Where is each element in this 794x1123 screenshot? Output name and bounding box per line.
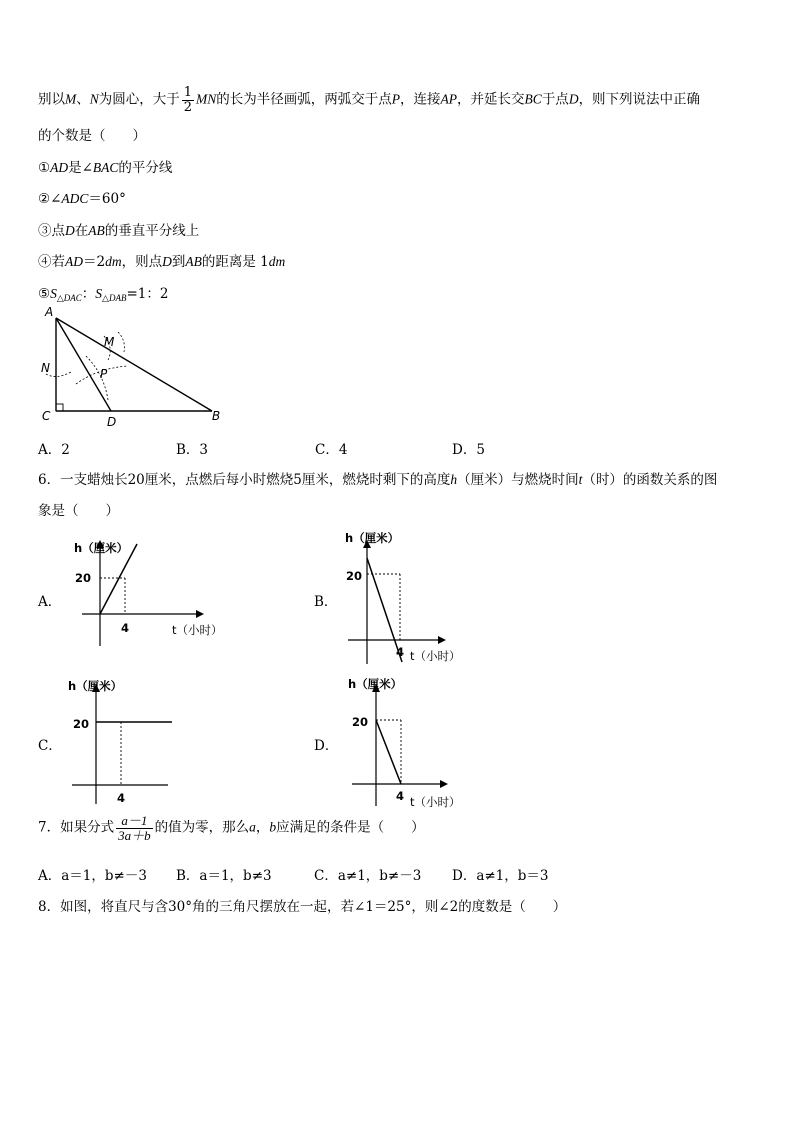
q7-choice-a[interactable]: A．a＝1，b≠－3	[38, 868, 147, 884]
q6-text: （时）的函数关系的图	[582, 472, 718, 488]
statement-number: ①	[38, 160, 51, 176]
q7-stem	[38, 814, 425, 842]
q5-intro-line	[38, 86, 700, 114]
q5-statement-4	[38, 250, 285, 270]
q7-fraction	[116, 814, 153, 842]
q6-choice-d[interactable]: D．	[314, 738, 339, 754]
q6-choice-b[interactable]: B．	[314, 594, 338, 610]
label-a: A	[45, 305, 54, 319]
statement-number: ⑤	[38, 286, 51, 302]
q6-choice-a[interactable]: A．	[38, 594, 62, 610]
fraction-denominator: 2	[183, 99, 193, 115]
statement-text: 的距离是 1	[201, 254, 269, 270]
subscript: △DAB	[102, 293, 127, 303]
q5-line2: 的个数是（ ）	[38, 128, 146, 144]
q5-choice-c[interactable]: C．4	[315, 442, 348, 458]
q5-text: ，连接	[400, 91, 441, 108]
label-c: C	[42, 409, 51, 423]
statement-text: 的平分线	[118, 160, 173, 176]
q6-text: 6．一支蜡烛长20厘米，点燃后每小时燃烧5厘米，燃烧时剩下的高度	[38, 472, 451, 488]
q5-text: 的长为半径画弧，两弧交于点	[216, 91, 392, 108]
q7-choice-b[interactable]: B．a＝1，b≠3	[176, 868, 272, 884]
var-ad: AD	[65, 254, 83, 269]
triangle-figure	[36, 304, 236, 430]
q7-text: ，	[255, 819, 270, 836]
graph-a[interactable]	[62, 536, 242, 648]
graph-b-y-tick: 20	[346, 569, 363, 583]
var-d: D	[162, 254, 172, 269]
q7-choice-c[interactable]: C．a≠1，b≠－3	[314, 868, 422, 884]
label-d: D	[107, 415, 117, 429]
q5-text: 、	[76, 91, 90, 108]
statement-number: ④	[38, 254, 52, 270]
var-bc: BC	[524, 91, 542, 107]
q5-text: 于点	[541, 91, 569, 108]
label-b: B	[212, 409, 221, 423]
graph-b[interactable]	[340, 528, 480, 668]
graph-c-y-tick: 20	[73, 717, 90, 731]
q7-choice-d[interactable]: D．a≠1，b＝3	[452, 868, 549, 884]
statement-text: 是∠	[68, 160, 93, 176]
var-ad: AD	[50, 160, 69, 175]
graph-d-x-label: t（小时）	[410, 795, 461, 809]
graph-d[interactable]	[340, 674, 480, 810]
var-ap: AP	[440, 91, 458, 107]
q5-text: 别以	[38, 91, 65, 108]
label-n: N	[41, 361, 50, 375]
statement-text: ＝2	[83, 254, 106, 270]
fraction-denominator: 3a＋b	[118, 827, 151, 843]
statement-text: 在	[74, 223, 89, 239]
graph-a-x-arrow	[196, 610, 204, 618]
var-s: S	[50, 286, 57, 301]
graph-c-y-label: h（厘米）	[68, 679, 123, 693]
statement-text: ，则点	[121, 254, 163, 270]
q5-text: 为圆心，大于	[98, 91, 180, 108]
side-ab	[56, 318, 212, 411]
label-p: P	[100, 367, 108, 381]
arc-m-small	[118, 332, 124, 352]
graph-b-x-arrow	[438, 636, 446, 644]
var-ab: AB	[88, 223, 105, 238]
var-d: D	[65, 223, 75, 238]
var-mn: MN	[196, 91, 217, 107]
graph-a-y-label: h（厘米）	[74, 541, 129, 555]
graph-d-line	[376, 720, 401, 784]
q5-text: ，并延长交	[457, 91, 525, 108]
var-t: t	[578, 472, 583, 487]
var-s: S	[95, 286, 103, 301]
unit-dm: dm	[268, 254, 286, 269]
statement-text: ：	[81, 286, 96, 302]
graph-b-x-tick: 4	[396, 645, 405, 659]
fraction-numerator: a－1	[116, 814, 153, 829]
graph-b-x-label: t（小时）	[410, 649, 461, 663]
statement-text: =1：2	[126, 286, 169, 302]
statement-text: 点	[51, 223, 65, 239]
graph-b-y-label: h（厘米）	[345, 531, 400, 545]
q6-text: （厘米）与燃烧时间	[457, 472, 579, 488]
var-b: b	[269, 819, 277, 835]
q5-statement-2	[38, 187, 126, 207]
q7-text: 7．如果分式	[38, 819, 115, 836]
fraction-numerator: 1	[183, 85, 193, 100]
bisector-ad	[56, 318, 111, 411]
q5-choice-a[interactable]: A．2	[38, 442, 70, 458]
var-d: D	[568, 91, 579, 107]
q6-choice-c[interactable]: C．	[38, 738, 62, 754]
statement-text: 若	[51, 254, 65, 270]
statement-text: ∠	[50, 191, 62, 207]
statement-text: ＝60°	[88, 191, 126, 207]
q7-text: 应满足的条件是（ ）	[276, 819, 425, 836]
q7-text: 的值为零，那么	[154, 819, 250, 836]
graph-d-y-label: h（厘米）	[348, 677, 403, 691]
var-bac: BAC	[92, 160, 119, 175]
q5-statement-5	[38, 282, 168, 304]
statement-number: ②	[38, 191, 51, 207]
q6-line2: 象是（ ）	[38, 503, 119, 519]
graph-c[interactable]	[62, 676, 182, 806]
graph-d-x-tick: 4	[396, 789, 405, 803]
var-a: a	[249, 819, 256, 835]
q5-statement-3	[38, 219, 199, 239]
graph-c-x-tick: 4	[117, 791, 126, 805]
var-n: N	[89, 91, 99, 107]
graph-a-y-tick: 20	[75, 571, 92, 585]
var-ab: AB	[185, 254, 202, 269]
var-m: M	[65, 91, 77, 107]
graph-a-x-label: t（小时）	[172, 623, 223, 637]
q8-stem: 8．如图，将直尺与含30°角的三角尺摆放在一起，若∠1＝25°，则∠2的度数是（ ）	[38, 899, 567, 915]
var-adc: ADC	[61, 191, 89, 206]
q5-choice-d[interactable]: D．5	[452, 442, 485, 458]
statement-number: ③	[38, 223, 52, 239]
fraction-half	[182, 86, 194, 114]
var-p: P	[391, 91, 401, 107]
statement-text: 到	[171, 254, 186, 270]
right-angle-mark	[56, 404, 63, 411]
label-m: M	[104, 335, 115, 349]
q5-statement-1	[38, 156, 172, 176]
graph-a-x-tick: 4	[121, 621, 130, 635]
subscript: △DAC	[56, 293, 82, 303]
q6-line1	[38, 468, 717, 488]
q5-text: ，则下列说法中正确	[578, 91, 701, 108]
statement-text: 的垂直平分线上	[104, 223, 200, 239]
graph-d-y-tick: 20	[352, 715, 369, 729]
var-h: h	[450, 472, 458, 487]
graph-d-x-arrow	[440, 780, 448, 788]
q5-choice-b[interactable]: B．3	[176, 442, 209, 458]
unit-dm: dm	[105, 254, 122, 269]
